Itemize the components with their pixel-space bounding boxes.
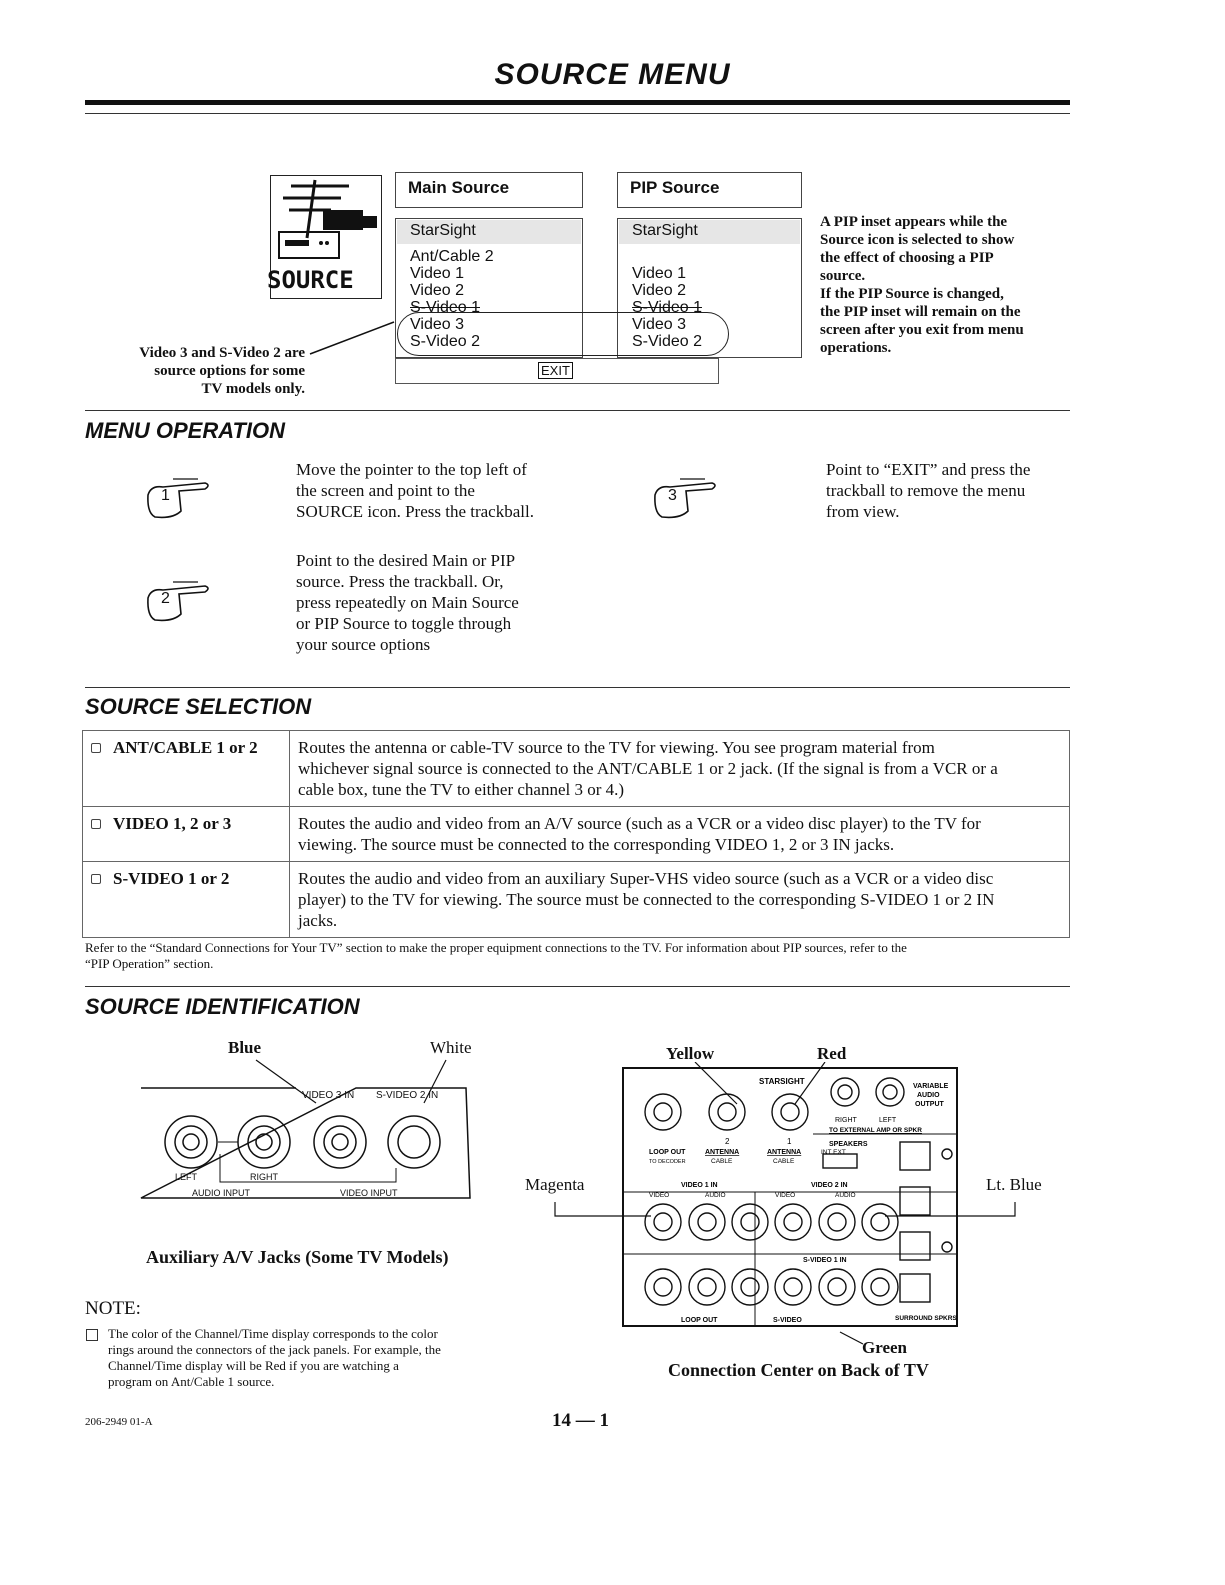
callout-right-line: operations. <box>820 340 892 356</box>
label-audio-input: AUDIO INPUT <box>192 1188 251 1198</box>
note-line: rings around the connectors of the jack panels. For example, the <box>108 1342 441 1357</box>
step-3-line: trackball to remove the menu <box>826 481 1026 500</box>
panel-num1-label: 1 <box>787 1137 792 1146</box>
note-line: The color of the Channel/Time display corresponds to the color <box>108 1326 438 1341</box>
pip-item-starsight[interactable]: StarSight <box>632 222 698 239</box>
panel-antenna-label: ANTENNA <box>705 1149 740 1156</box>
label-svideo2-in: S-VIDEO 2 IN <box>376 1090 439 1101</box>
panel-video2-label: VIDEO <box>775 1192 796 1199</box>
title-rule <box>85 100 1070 105</box>
row-key-label: S-VIDEO 1 or 2 <box>113 869 230 888</box>
pip-item-svideo1[interactable]: S-Video 1 <box>632 299 702 316</box>
panel-svideo1-in-label: S-VIDEO 1 IN <box>803 1257 847 1264</box>
cc-caption: Connection Center on Back of TV <box>668 1360 929 1380</box>
menu-operation-heading: MENU OPERATION <box>85 418 286 443</box>
callout-left <box>115 344 305 398</box>
step-2-text <box>296 550 519 655</box>
panel-right-label: RIGHT <box>835 1117 857 1124</box>
checkbox-bullet-icon <box>91 819 101 829</box>
selection-footnote <box>85 940 1075 972</box>
label-left: LEFT <box>175 1172 198 1182</box>
source-selection-heading: SOURCE SELECTION <box>85 694 312 719</box>
step-1-line: Move the pointer to the top left of <box>296 460 527 479</box>
pip-source-header-label: PIP Source <box>630 178 720 197</box>
label-video3-in: VIDEO 3 IN <box>302 1090 355 1101</box>
step-2-line: Point to the desired Main or PIP <box>296 551 516 570</box>
note-text <box>108 1326 508 1390</box>
panel-antenna2-label: ANTENNA <box>767 1149 802 1156</box>
panel-surround-label: SURROUND SPKRS <box>895 1315 957 1322</box>
callout-right-line: screen after you exit from menu <box>820 322 1024 338</box>
panel-audio-s-label: AUDIO <box>705 1192 726 1199</box>
step-1-line: the screen and point to the <box>296 481 475 500</box>
main-item-video2[interactable]: Video 2 <box>410 282 464 299</box>
panel-cable-label: CABLE <box>711 1158 733 1165</box>
page-title: SOURCE MENU <box>494 58 731 91</box>
checkbox-bullet-icon <box>91 743 101 753</box>
source-identification-heading: SOURCE IDENTIFICATION <box>85 994 360 1019</box>
source-icon <box>267 175 382 299</box>
panel-video-label: VIDEO <box>649 1192 670 1199</box>
panel-video2-in-label: VIDEO 2 IN <box>811 1182 848 1189</box>
row-line: jacks. <box>298 911 338 930</box>
note-bullet-icon <box>86 1329 98 1341</box>
connection-center-diagram <box>545 1062 1025 1352</box>
step-3-line: Point to “EXIT” and press the <box>826 460 1031 479</box>
panel-to-decoder-label: TO DECODER <box>649 1159 686 1165</box>
main-item-video3[interactable]: Video 3 <box>410 316 464 333</box>
step-2-line: your source options <box>296 635 431 654</box>
label-video-input: VIDEO INPUT <box>340 1188 398 1198</box>
panel-variable-label: VARIABLE <box>913 1083 949 1090</box>
panel-video1-in-label: VIDEO 1 IN <box>681 1182 718 1189</box>
panel-int-ext-label: INT EXT <box>821 1149 846 1156</box>
checkbox-bullet-icon <box>91 874 101 884</box>
options-oval <box>397 312 729 356</box>
exit-row <box>395 358 719 384</box>
note-title: NOTE: <box>85 1298 141 1319</box>
row-line: viewing. The source must be connected to the corresponding VIDEO 1, 2 or 3 IN jacks. <box>298 835 895 854</box>
callout-right-line: the PIP inset will remain on the <box>820 304 1021 320</box>
footer-doc-number: 206-2949 01-A <box>85 1416 153 1428</box>
main-item-video1[interactable]: Video 1 <box>410 265 464 282</box>
callout-right-line: the effect of choosing a PIP <box>820 250 994 266</box>
callout-right-line: Source icon is selected to show <box>820 232 1015 248</box>
pip-item-video1[interactable]: Video 1 <box>632 265 686 282</box>
row-desc <box>290 807 1070 862</box>
row-line: player) to the TV for viewing. The source must be connected to the corresponding S-VIDEO 1 or 2 IN <box>298 890 995 909</box>
callout-arrow <box>300 318 400 358</box>
row-line: whichever signal source is connected to the ANT/CABLE 1 or 2 jack. (If the signal is from a VCR or a <box>298 759 998 778</box>
label-right: RIGHT <box>250 1172 278 1182</box>
panel-audio2-label: AUDIO <box>835 1192 856 1199</box>
panel-audio-label: AUDIO <box>917 1092 940 1099</box>
callout-right <box>820 213 1060 357</box>
step-1-line: SOURCE icon. Press the trackball. <box>296 502 534 521</box>
step-2-line: or PIP Source to toggle through <box>296 614 512 633</box>
aux-caption: Auxiliary A/V Jacks (Some TV Models) <box>146 1247 449 1267</box>
label-green: Green <box>862 1338 908 1357</box>
table-row <box>83 731 1070 807</box>
table-row <box>83 807 1070 862</box>
main-source-header-label: Main Source <box>408 178 510 197</box>
panel-left-label: LEFT <box>879 1117 897 1124</box>
step-2-number: 2 <box>161 590 170 607</box>
pip-item-svideo2[interactable]: S-Video 2 <box>632 333 702 350</box>
pip-item-video3[interactable]: Video 3 <box>632 316 686 333</box>
exit-button[interactable]: EXIT <box>538 362 573 379</box>
row-desc <box>290 862 1070 938</box>
label-red: Red <box>817 1044 847 1063</box>
callout-left-line: TV models only. <box>201 381 305 397</box>
label-lt-blue: Lt. Blue <box>986 1175 1042 1194</box>
antenna-vcr-icon <box>271 176 381 268</box>
callout-right-line: source. <box>820 268 866 284</box>
panel-speakers-label: SPEAKERS <box>829 1141 868 1148</box>
row-key <box>83 731 290 807</box>
section-rule <box>85 410 1070 411</box>
callout-right-line: A PIP inset appears while the <box>820 214 1008 230</box>
footnote-line: “PIP Operation” section. <box>85 956 214 971</box>
section-rule <box>85 687 1070 688</box>
row-line: cable box, tune the TV to either channel 3 or 4.) <box>298 780 625 799</box>
label-yellow: Yellow <box>666 1044 715 1063</box>
step-3-line: from view. <box>826 502 900 521</box>
panel-cable2-label: CABLE <box>773 1158 795 1165</box>
panel-output-label: OUTPUT <box>915 1101 944 1108</box>
callout-left-line: source options for some <box>154 363 305 379</box>
label-blue: Blue <box>228 1038 262 1057</box>
label-white: White <box>430 1038 472 1057</box>
main-source-header[interactable] <box>395 172 583 208</box>
source-menu <box>395 172 800 384</box>
row-desc <box>290 731 1070 807</box>
source-icon-label: SOURCE <box>267 266 354 294</box>
hand-pointer-icon <box>143 578 213 624</box>
label-magenta: Magenta <box>525 1175 585 1194</box>
panel-num2-label: 2 <box>725 1137 730 1146</box>
table-row <box>83 862 1070 938</box>
panel-loop-out2-label: LOOP OUT <box>681 1317 718 1324</box>
panel-to-ext-label: TO EXTERNAL AMP OR SPKR <box>829 1127 922 1134</box>
row-line: Routes the audio and video from an auxiliary Super-VHS video source (such as a VCR or a video disc <box>298 869 994 888</box>
panel-loop-out-label: LOOP OUT <box>649 1149 686 1156</box>
note-line: Channel/Time display will be Red if you are watching a <box>108 1358 399 1373</box>
footnote-line: Refer to the “Standard Connections for Your TV” section to make the proper equipment connections to the TV. For information about PIP sources, refer to the <box>85 940 907 955</box>
panel-starsight-label: STARSIGHT <box>759 1077 805 1086</box>
step-3-number: 3 <box>668 487 677 504</box>
main-item-svideo1[interactable]: S-Video 1 <box>410 299 480 316</box>
step-3-text <box>826 459 1030 522</box>
panel-svideo-label: S-VIDEO <box>773 1317 802 1324</box>
pip-source-header[interactable] <box>617 172 802 208</box>
callout-left-line: Video 3 and S-Video 2 are <box>139 345 305 361</box>
title-rule-thin <box>85 113 1070 114</box>
main-item-starsight[interactable]: StarSight <box>410 222 476 239</box>
row-key <box>83 807 290 862</box>
source-selection-table <box>82 730 1070 938</box>
row-line: Routes the antenna or cable-TV source to the TV for viewing. You see program material from <box>298 738 935 757</box>
step-1-text <box>296 459 534 522</box>
pip-item-video2[interactable]: Video 2 <box>632 282 686 299</box>
row-line: Routes the audio and video from an A/V source (such as a VCR or a video disc player) to the TV for <box>298 814 981 833</box>
step-1-number: 1 <box>161 487 170 504</box>
page-number: 14 — 1 <box>552 1410 609 1431</box>
row-key <box>83 862 290 938</box>
step-2-line: source. Press the trackball. Or, <box>296 572 504 591</box>
row-key-label: ANT/CABLE 1 or 2 <box>113 738 258 757</box>
aux-jacks-diagram <box>136 1058 476 1208</box>
note-line: program on Ant/Cable 1 source. <box>108 1374 275 1389</box>
main-item-antcable2[interactable]: Ant/Cable 2 <box>410 248 494 265</box>
callout-right-line: If the PIP Source is changed, <box>820 286 1004 302</box>
hand-pointer-icon <box>143 475 213 521</box>
main-item-svideo2[interactable]: S-Video 2 <box>410 333 480 350</box>
row-key-label: VIDEO 1, 2 or 3 <box>113 814 232 833</box>
step-2-line: press repeatedly on Main Source <box>296 593 519 612</box>
section-rule <box>85 986 1070 987</box>
hand-pointer-icon <box>650 475 720 521</box>
